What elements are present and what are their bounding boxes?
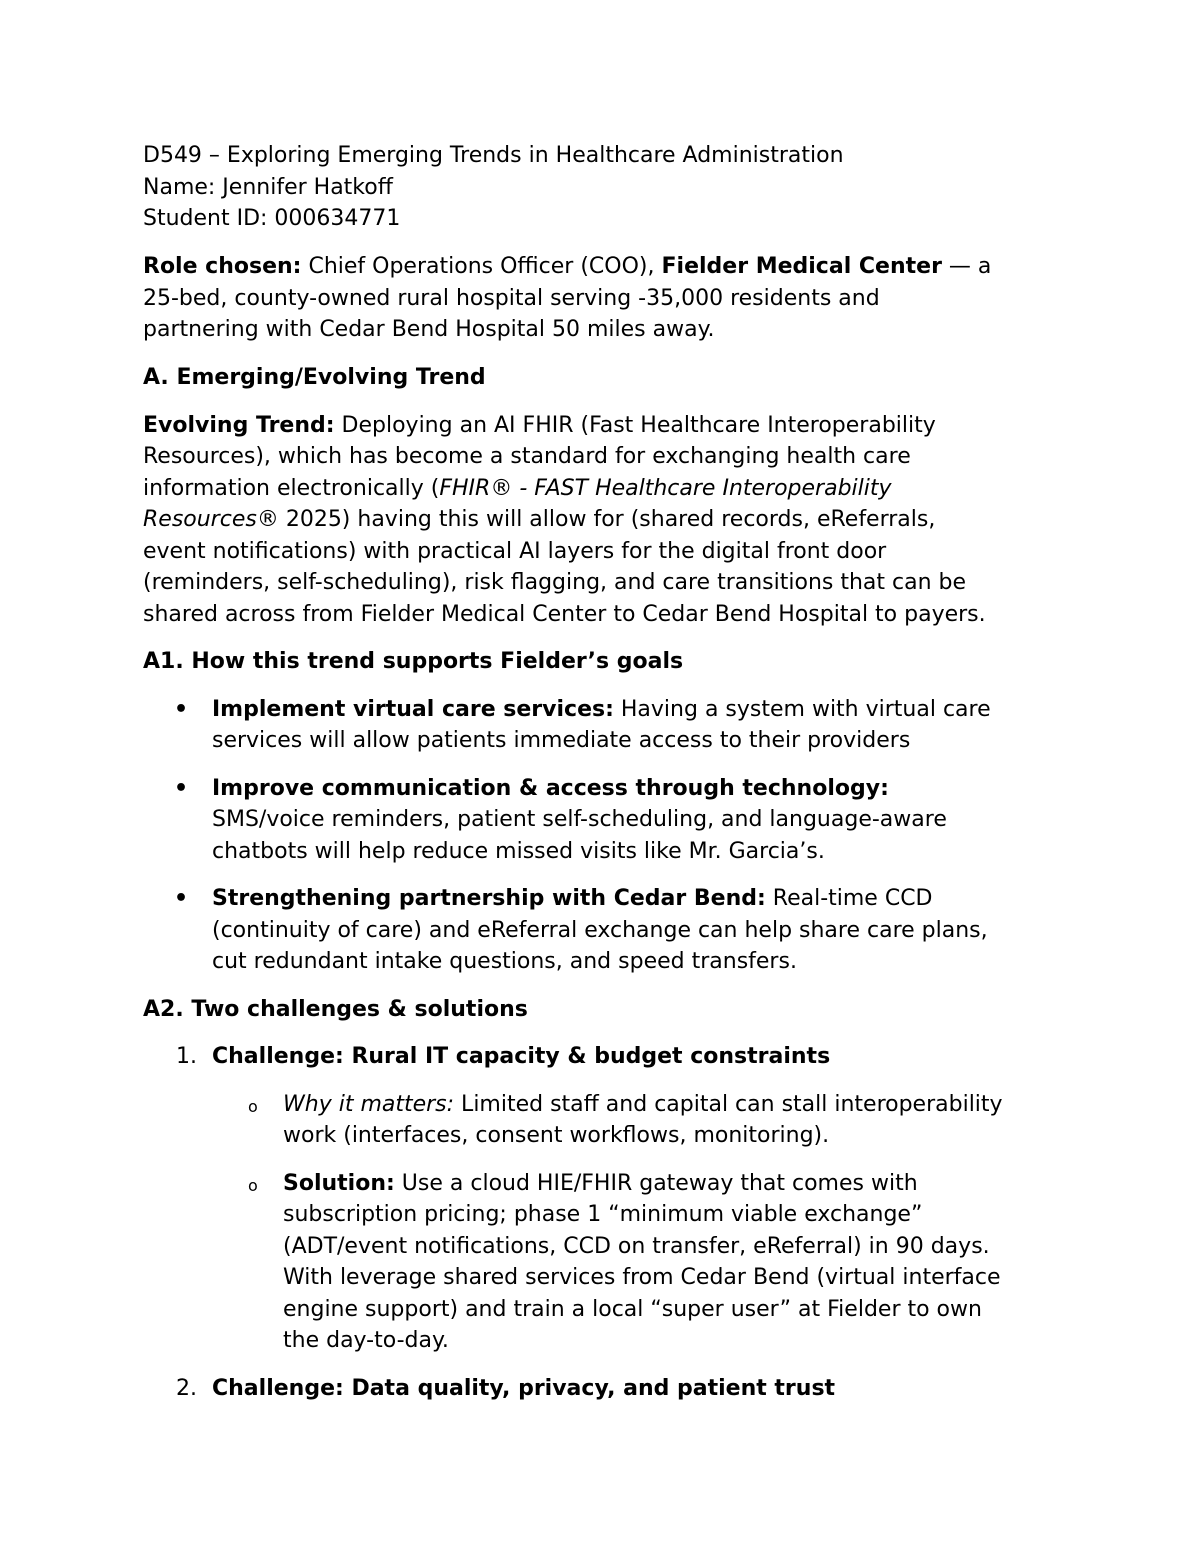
list-item [143, 1373, 1063, 1405]
sub-list-item: o Solution: Use a cloud HIE/FHIR gateway that comes with subscription pricing; phase 1 “minimum viable exchange” (ADT/event notifications, CCD on transfer, eReferral) in 90 days. With leverage shared services from Cedar Bend (virtual interface engine support) and train a local “super user” at Fielder to own the day-to-day. [248, 1170, 1001, 1353]
list-item: • Implement virtual care services: Having a system with virtual care services will allow patients immediate access to their providers [143, 694, 1063, 757]
challenges-list [143, 1041, 1063, 1404]
bullet-icon: • [174, 775, 189, 801]
student-id: Student ID: 000634771 [143, 206, 401, 231]
document-header [143, 140, 1063, 235]
bullet-icon: • [174, 886, 189, 911]
role-paragraph: Role chosen: Chief Operations Officer (COO), Fielder Medical Center — a 25-bed, county-owned rural hospital serving -35,000 residents and partnering with Cedar Bend Hospital 50 miles away. [143, 254, 992, 342]
trend-paragraph: Evolving Trend: Deploying an AI FHIR (Fast Healthcare Interoperability Resources), which has become a standard for exchanging health care information electronically (FHIR® - FAST Healthcare Interoperability Resources® 2025) having this will allow for (shared records, eReferrals, event notifications) with practical AI layers for the digital front door (reminders, self-scheduling), risk flagging, and care transitions that can be shared across from Fielder Medical Center to Cedar Bend Hospital to payers. [143, 412, 986, 627]
list-number: 1. [176, 1044, 197, 1069]
section-a-heading: A. Emerging/Evolving Trend [143, 365, 486, 390]
fhir-citation: FHIR® - FAST Healthcare Interoperability [439, 475, 892, 501]
section-a2-heading: A2. Two challenges & solutions [143, 996, 528, 1022]
role-label: Role chosen: [143, 254, 302, 279]
student-name: Name: Jennifer Hatkoff [143, 174, 393, 200]
list-item [143, 1041, 1063, 1357]
list-number: 2. [176, 1375, 197, 1401]
challenge-title: Challenge: Rural IT capacity & budget constraints [212, 1044, 831, 1069]
section-a1-heading: A1. How this trend supports Fielder’s goals [143, 649, 684, 674]
course-title: D549 – Exploring Emerging Trends in Healthcare Administration [143, 143, 844, 168]
trend-label: Evolving Trend: [143, 412, 335, 438]
list-item: • Strengthening partnership with Cedar Bend: Real-time CCD (continuity of care) and eReferral exchange can help share care plans, cut redundant intake questions, and speed transfers. [143, 883, 1063, 978]
goals-list [143, 694, 1063, 978]
list-item: • Improve communication & access through technology: SMS/voice reminders, patient self-scheduling, and language-aware chatbots will help reduce missed visits like Mr. Garcia’s. [143, 773, 1063, 868]
sub-bullet-icon: o [248, 1175, 258, 1195]
org-name: Fielder Medical Center [661, 254, 942, 279]
bullet-icon: • [174, 696, 189, 722]
challenge-title: Challenge: Data quality, privacy, and patient trust [212, 1375, 836, 1401]
sub-list-item: o Why it matters: Limited staff and capital can stall interoperability work (interfaces, consent workflows, monitoring). [248, 1091, 1003, 1148]
sub-bullet-icon: o [248, 1096, 258, 1116]
document-page [143, 140, 1063, 1404]
